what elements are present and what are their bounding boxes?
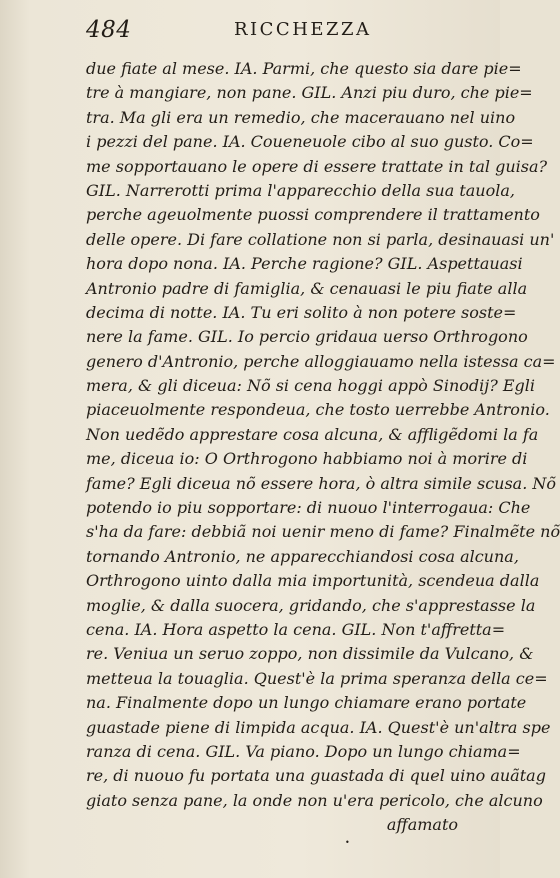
text-line: perche ageuolmente puossi comprendere il trattamento: [86, 205, 540, 225]
text-line: decima di notte. IA. Tu eri solito à non potere soste=: [86, 302, 517, 322]
text-line: fame? Egli diceua nõ essere hora, ò altra simile scusa. Nõ: [86, 473, 557, 493]
text-line: hora dopo nona. IA. Perche ragione? GIL. Aspettauasi: [86, 254, 523, 274]
text-line: delle opere. Di fare collatione non si parla, desinauasi un': [86, 229, 555, 249]
text-line: potendo io piu sopportare: di nuouo l'interrogaua: Che: [86, 498, 531, 518]
text-line: Antronio padre di famiglia, & cenauasi le piu fiate alla: [86, 278, 528, 298]
text-line: GIL. Narrerotti prima l'apparecchio della sua tauola,: [86, 180, 515, 200]
page-number: 484: [86, 17, 132, 43]
text-line: genero d'Antronio, perche alloggiauamo nella istessa ca=: [86, 351, 556, 371]
text-line: cena. IA. Hora aspetto la cena. GIL. Non t'affretta=: [86, 619, 506, 639]
body-text: [86, 57, 560, 838]
text-line: i pezzi del pane. IA. Coueneuole cibo al suo gusto. Co=: [86, 132, 534, 152]
catchword: affamato: [386, 815, 458, 835]
text-line: tre à mangiare, non pane. GIL. Anzi piu duro, che pie=: [86, 83, 533, 103]
text-line: guastade piene di limpida acqua. IA. Quest'è un'altra spe: [86, 717, 551, 737]
text-line: tornando Antronio, ne apparecchiandosi cosa alcuna,: [86, 546, 519, 566]
running-title: RICCHEZZA: [234, 19, 372, 40]
text-line: me sopportauano le opere di essere trattate in tal guisa?: [86, 156, 548, 176]
text-line: me, diceua io: O Orthrogono habbiamo noi à morire di: [86, 449, 528, 469]
text-line: tra. Ma gli era un remedio, che macerauano nel uino: [86, 107, 516, 127]
text-line: mera, & gli diceua: Nõ si cena hoggi appò Sinodij? Egli: [86, 376, 536, 396]
ink-speck: •: [345, 838, 350, 847]
text-line: piaceuolmente respondeua, che tosto uerrebbe Antronio.: [86, 400, 550, 420]
text-line: re. Veniua un seruo zoppo, non dissimile da Vulcano, &: [86, 644, 534, 664]
text-line: moglie, & dalla suocera, gridando, che s'apprestasse la: [86, 595, 536, 615]
page-header: [86, 17, 486, 47]
text-line: Non uedẽdo apprestare cosa alcuna, & affligẽdomi la fa: [86, 424, 539, 444]
text-line: Orthrogono uinto dalla mia importunità, scendeua dalla: [86, 571, 540, 591]
text-line: na. Finalmente dopo un lungo chiamare erano portate: [86, 693, 527, 713]
text-line: re, di nuouo fu portata una guastada di quel uino auãtag: [86, 766, 546, 786]
text-line: ranza di cena. GIL. Va piano. Dopo un lungo chiama=: [86, 741, 521, 761]
text-line: metteua la touaglia. Quest'è la prima speranza della ce=: [86, 668, 548, 688]
text-line: s'ha da fare: debbiã noi uenir meno di fame? Finalmẽte nõ: [86, 522, 560, 542]
text-line: giato senza pane, la onde non u'era pericolo, che alcuno: [86, 790, 543, 810]
text-line: nere la fame. GIL. Io percio gridaua uerso Orthrogono: [86, 327, 528, 347]
text-line: due fiate al mese. IA. Parmi, che questo sia dare pie=: [86, 59, 522, 78]
